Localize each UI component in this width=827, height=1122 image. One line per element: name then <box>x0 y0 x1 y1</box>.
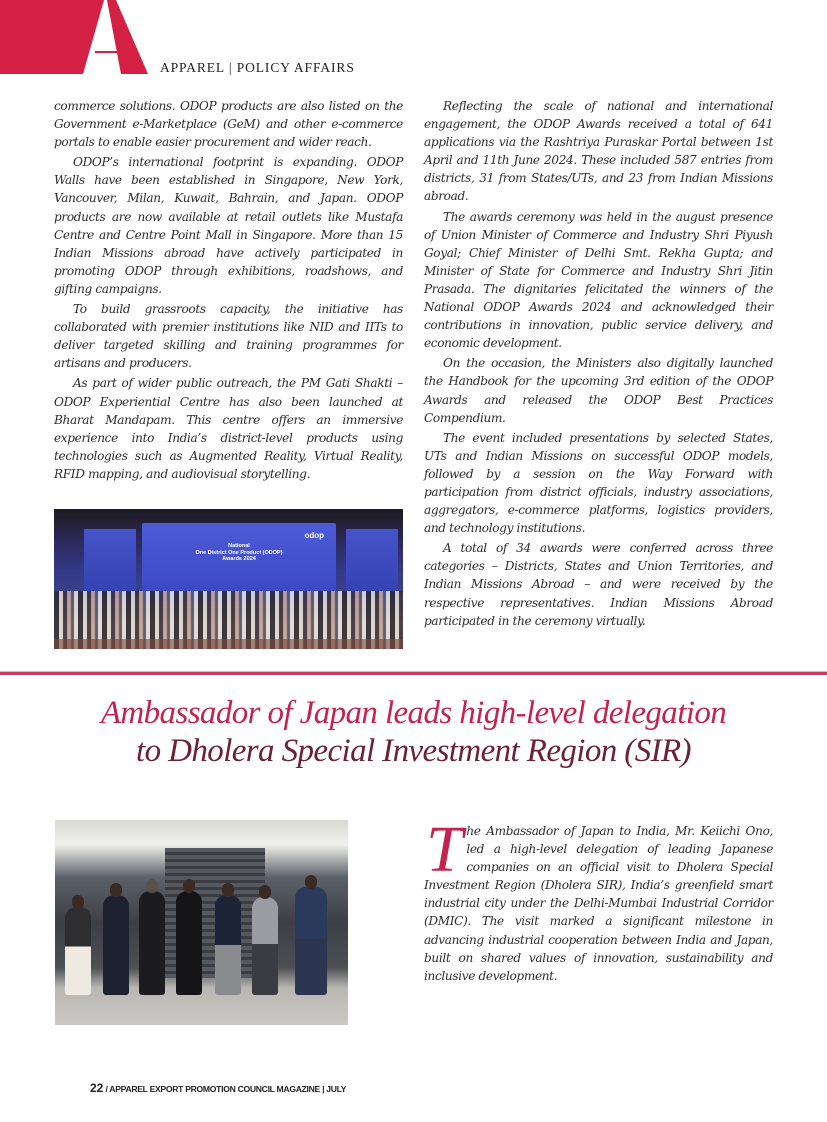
screen-title: National One District One Product (ODOP) Awards 2024 <box>195 543 283 562</box>
side-screen-left <box>84 529 136 599</box>
odop-awards-ceremony-photo <box>54 509 403 649</box>
section-divider <box>0 672 827 675</box>
page-footer <box>90 1081 346 1095</box>
delegate <box>103 895 129 995</box>
delegate <box>252 897 278 995</box>
paragraph: A total of 34 awards were conferred across three categories – Districts, States and Union Territories, and Indian Missions Abroad – and were received by the respective representatives. Indian Missions Abroad participated in the ceremony virtually. <box>424 541 773 628</box>
stage-floor <box>54 639 403 649</box>
japan-delegation-photo <box>55 820 348 1025</box>
article2-body <box>424 813 773 985</box>
article-left-column <box>54 97 403 485</box>
paragraph: Reflecting the scale of national and international engagement, the ODOP Awards received a total of 641 applications via the Rashtriya Puraskar Portal between 1st April and 11th June 2024. These included 587 entries from districts, 31 from States/UTs, and 23 from Indian Missions abroad. <box>424 99 773 204</box>
delegate <box>139 891 165 995</box>
side-screen-right <box>346 529 398 599</box>
paragraph: To build grassroots capacity, the initiative has collaborated with premier institutions like NID and IITs to deliver targeted skilling and training programmes for artisans and producers. <box>54 302 403 371</box>
apparel-logo-icon <box>0 0 160 76</box>
stage-screen <box>142 523 336 601</box>
drop-cap: T <box>426 813 463 886</box>
delegate <box>176 891 202 995</box>
paragraph: The awards ceremony was held in the august presence of Union Minister of Commerce and Industry Shri Piyush Goyal; Chief Minister of Delhi Smt. Rekha Gupta; and Minister of State for Commerce and Industry Shri Jitin Prasada. The dignitaries felicitated the winners of the National ODOP Awards 2024 and acknowledged their contributions in innovation, public service delivery, and economic development. <box>424 209 773 351</box>
article-right-column <box>424 97 773 632</box>
paragraph: The event included presentations by selected States, UTs and Indian Missions on successful ODOP models, followed by a session on the Way Forward with participation from district officials, industry associations, aggregators, e-commerce platforms, logistics providers, and technology institutions. <box>424 430 773 536</box>
paragraph: ODOP’s international footprint is expanding. ODOP Walls have been established in Singapore, New York, Vancouver, Milan, Kuwait, Bahrain, and Japan. ODOP products are now available at retail outlets like Mustafa Centre and Centre Point Mall in Singapore. More than 15 Indian Missions abroad have actively participated in promoting ODOP through exhibitions, roadshows, and gifting campaigns. <box>54 155 403 296</box>
section-label: APPAREL | POLICY AFFAIRS <box>160 60 355 75</box>
publication-name: / APPAREL EXPORT PROMOTION COUNCIL MAGAZINE | JULY <box>105 1084 347 1094</box>
delegate <box>295 887 327 995</box>
headline-line-2: to Dholera Special Investment Region (SIR) <box>136 733 691 769</box>
delegate <box>65 907 91 995</box>
delegate <box>215 895 241 995</box>
paragraph: he Ambassador of Japan to India, Mr. Keiichi Ono, led a high-level delegation of leading Japanese companies on an official visit to Dholera Special Investment Region (Dholera SIR), India’s greenfield smart industrial city under the Delhi-Mumbai Industrial Corridor (DMIC). The visit marked a significant milestone in advancing industrial cooperation between India and Japan, built on shared values of innovation, sustainability and inclusive development. <box>424 824 773 983</box>
paragraph: On the occasion, the Ministers also digitally launched the Handbook for the upcoming 3rd edition of the ODOP Awards and released the ODOP Best Practices Compendium. <box>424 356 773 425</box>
paragraph: commerce solutions. ODOP products are also listed on the Government e-Marketplace (GeM) and other e-commerce portals to enable easier procurement and wider reach. <box>54 99 403 150</box>
odop-logo: odop <box>304 531 324 540</box>
paragraph: As part of wider public outreach, the PM Gati Shakti – ODOP Experiential Centre has also been launched at Bharat Mandapam. This centre offers an immersive experience into India’s district-level products using technologies such as Augmented Reality, Virtual Reality, RFID mapping, and audiovisual storytelling. <box>54 376 403 481</box>
article-headline <box>0 694 827 770</box>
page-number: 22 <box>90 1081 104 1095</box>
headline-line-1: Ambassador of Japan leads high-level delegation <box>100 695 727 731</box>
